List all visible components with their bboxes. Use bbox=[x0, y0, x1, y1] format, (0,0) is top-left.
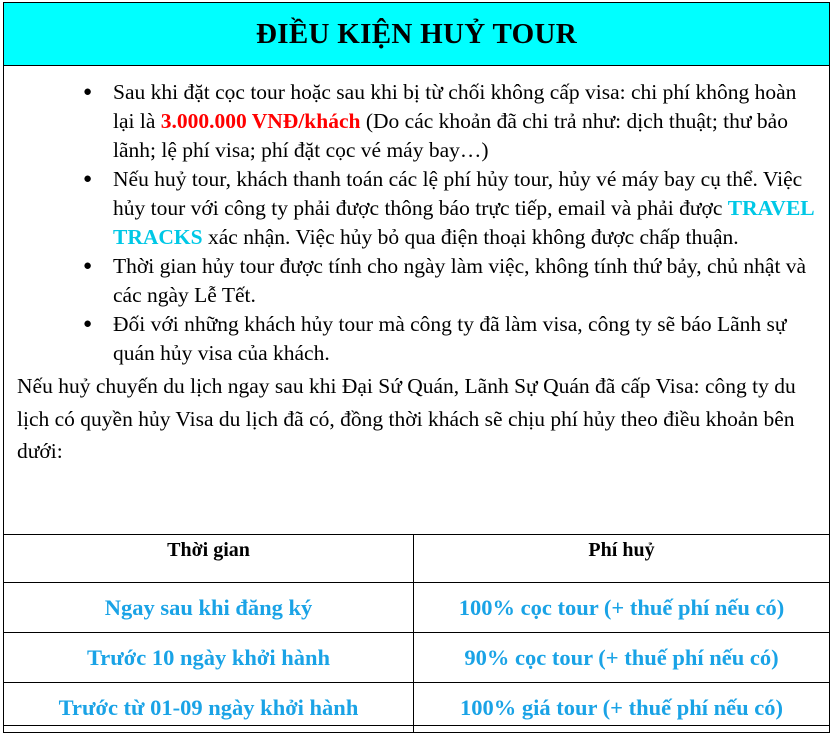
bullet-text-post: xác nhận. Việc hủy bỏ qua điện thoại không được chấp thuận. bbox=[202, 225, 739, 249]
header-time: Thời gian bbox=[4, 535, 414, 583]
cell-time: Ngay sau khi đăng ký bbox=[4, 583, 414, 633]
bullet-item-visa-cancel bbox=[83, 310, 821, 368]
visa-cancellation-paragraph: Nếu huỷ chuyến du lịch ngay sau khi Đại Sứ Quán, Lãnh Sự Quán đã cấp Visa: công ty du lịch có quyền hủy Visa du lịch đã có, đồng thời khách sẽ chịu phí hủy theo điều khoản bên dưới: bbox=[17, 374, 796, 463]
bullet-item-working-days bbox=[83, 252, 821, 310]
bullet-text-pre: Nếu huỷ tour, khách thanh toán các lệ phí hủy tour, hủy vé máy bay cụ thể. Việc hủy tour với công ty phải được thông báo trực tiếp, email và phải được bbox=[113, 167, 803, 220]
bullet-item-cancel-fees bbox=[83, 165, 821, 252]
bullet-text: Thời gian hủy tour được tính cho ngày làm việc, không tính thứ bảy, chủ nhật và các ngày Lễ Tết. bbox=[113, 254, 807, 307]
policy-content bbox=[4, 66, 829, 468]
cell-fee: 90% cọc tour (+ thuế phí nếu có) bbox=[414, 633, 830, 683]
bullet-text: Đối với những khách hủy tour mà công ty đã làm visa, công ty sẽ báo Lãnh sự quán hủy visa của khách. bbox=[113, 312, 787, 365]
cell-time: Trước từ 01-09 ngày khởi hành bbox=[4, 683, 414, 733]
deposit-amount: 3.000.000 VNĐ/khách bbox=[160, 109, 361, 133]
title-bar bbox=[4, 3, 829, 66]
table-header-row bbox=[4, 535, 830, 583]
header-fee: Phí huỷ bbox=[414, 535, 830, 583]
bullet-text-pre: Sau khi đặt cọc tour hoặc sau khi bị từ chối không cấp visa: chi phí không hoàn lại là bbox=[113, 80, 797, 133]
cell-fee: 100% cọc tour (+ thuế phí nếu có) bbox=[414, 583, 830, 633]
bullet-item-deposit bbox=[83, 78, 821, 165]
policy-bullet-list bbox=[17, 78, 821, 368]
cell-time: Trước 10 ngày khởi hành bbox=[4, 633, 414, 683]
bullet-icon: ● bbox=[83, 316, 93, 332]
bullet-text-post: (Do các khoản đã chi trả như: dịch thuật; thư bảo lãnh; lệ phí visa; phí đặt cọc vé máy bay…) bbox=[113, 109, 788, 162]
table-row bbox=[4, 683, 830, 733]
cancellation-policy-card bbox=[3, 2, 830, 726]
bullet-icon: ● bbox=[83, 84, 93, 100]
page-title: ĐIỀU KIỆN HUỶ TOUR bbox=[256, 17, 577, 50]
cancellation-fee-table bbox=[3, 534, 830, 733]
table-row bbox=[4, 583, 830, 633]
cell-fee: 100% giá tour (+ thuế phí nếu có) bbox=[414, 683, 830, 733]
table-row bbox=[4, 633, 830, 683]
bullet-icon: ● bbox=[83, 258, 93, 274]
bullet-icon: ● bbox=[83, 171, 93, 187]
company-name: TRAVEL TRACKS bbox=[113, 196, 814, 249]
